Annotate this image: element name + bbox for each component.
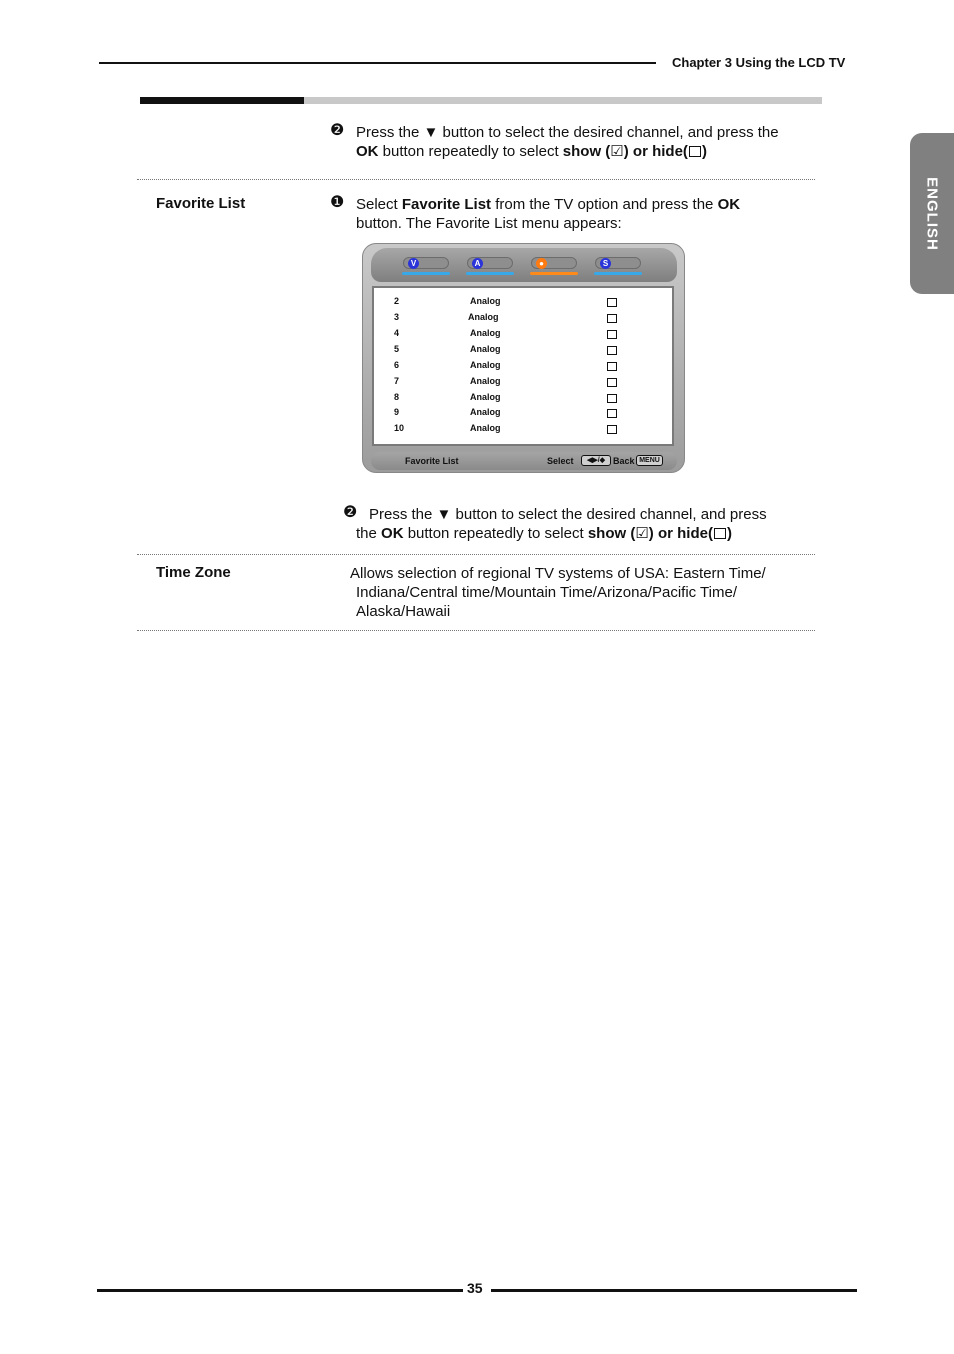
page-number: 35 bbox=[467, 1280, 483, 1296]
empty-box-icon bbox=[689, 146, 701, 157]
empty-box-icon bbox=[714, 528, 726, 539]
video-icon: V bbox=[403, 257, 449, 269]
menu-underline bbox=[594, 272, 642, 275]
check-icon: ☑ bbox=[610, 143, 624, 160]
favorite-step2-line1: Press the ▼ button to select the desired channel, and press bbox=[369, 506, 767, 523]
menu-key-icon: MENU bbox=[636, 455, 663, 466]
chapter-title: Chapter 3 Using the LCD TV bbox=[672, 55, 846, 70]
menu-bar bbox=[371, 248, 677, 282]
checkbox[interactable] bbox=[607, 378, 617, 387]
checkbox[interactable] bbox=[607, 314, 617, 323]
footer-rule-right bbox=[491, 1289, 857, 1292]
screen-footer-title: Favorite List bbox=[405, 456, 459, 466]
setup-icon: S bbox=[595, 257, 641, 269]
divider bbox=[137, 630, 815, 631]
checkbox[interactable] bbox=[607, 394, 617, 403]
favorite-step1-line2: button. The Favorite List menu appears: bbox=[356, 215, 622, 232]
list-item[interactable]: 10 Analog bbox=[374, 423, 674, 437]
language-tab bbox=[910, 133, 954, 294]
checkbox[interactable] bbox=[607, 298, 617, 307]
list-item[interactable]: 4 Analog bbox=[374, 328, 674, 342]
checkbox[interactable] bbox=[607, 409, 617, 418]
favorite-list-panel bbox=[372, 286, 674, 446]
menu-underline bbox=[402, 272, 450, 275]
step-number: ❷ bbox=[330, 122, 345, 139]
divider bbox=[137, 179, 815, 180]
menu-underline-active bbox=[530, 272, 578, 275]
arrow-keys-icon: ◀▶/◆ bbox=[581, 455, 611, 466]
list-item[interactable]: 6 Analog bbox=[374, 360, 674, 374]
checkbox[interactable] bbox=[607, 425, 617, 434]
audio-icon: A bbox=[467, 257, 513, 269]
section-label-favorite: Favorite List bbox=[156, 195, 246, 212]
timezone-line3: Alaska/Hawaii bbox=[356, 603, 451, 620]
timezone-line1: Allows selection of regional TV systems of USA: Eastern Time/ bbox=[350, 565, 766, 582]
tv-screen bbox=[362, 243, 685, 473]
favorite-step1-line1: Select Favorite List from the TV option and press the OK bbox=[356, 196, 741, 213]
header-rule bbox=[99, 62, 656, 64]
check-icon: ☑ bbox=[635, 525, 649, 542]
tv-icon: ● bbox=[531, 257, 577, 269]
divider bbox=[137, 554, 815, 555]
checkbox[interactable] bbox=[607, 346, 617, 355]
screen-footer bbox=[371, 452, 677, 470]
select-hint: Select bbox=[547, 456, 574, 466]
menu-underline bbox=[466, 272, 514, 275]
list-item[interactable]: 3 Analog bbox=[374, 312, 674, 326]
section-bar-dark bbox=[140, 97, 304, 104]
list-item[interactable]: 2 Analog bbox=[374, 296, 674, 310]
list-item[interactable]: 5 Analog bbox=[374, 344, 674, 358]
list-item[interactable]: 8 Analog bbox=[374, 392, 674, 406]
checkbox[interactable] bbox=[607, 330, 617, 339]
footer-rule-left bbox=[97, 1289, 463, 1292]
checkbox[interactable] bbox=[607, 362, 617, 371]
section-label-timezone: Time Zone bbox=[156, 564, 231, 581]
step-number: ❷ bbox=[343, 504, 358, 521]
section-bar-light bbox=[304, 97, 822, 104]
favorite-step2-line2: the OK button repeatedly to select show (☑) or hide( ) bbox=[356, 525, 732, 542]
back-hint: Back bbox=[613, 456, 635, 466]
timezone-line2: Indiana/Central time/Mountain Time/Arizona/Pacific Time/ bbox=[356, 584, 737, 601]
list-item[interactable]: 9 Analog bbox=[374, 407, 674, 421]
step-number: ❶ bbox=[330, 194, 345, 211]
language-tab-label: ENGLISH bbox=[923, 176, 941, 251]
step-text-line2: OK button repeatedly to select show (☑) or hide( ) bbox=[356, 143, 707, 160]
list-item[interactable]: 7 Analog bbox=[374, 376, 674, 390]
step-text-line1: Press the ▼ button to select the desired channel, and press the bbox=[356, 124, 779, 141]
